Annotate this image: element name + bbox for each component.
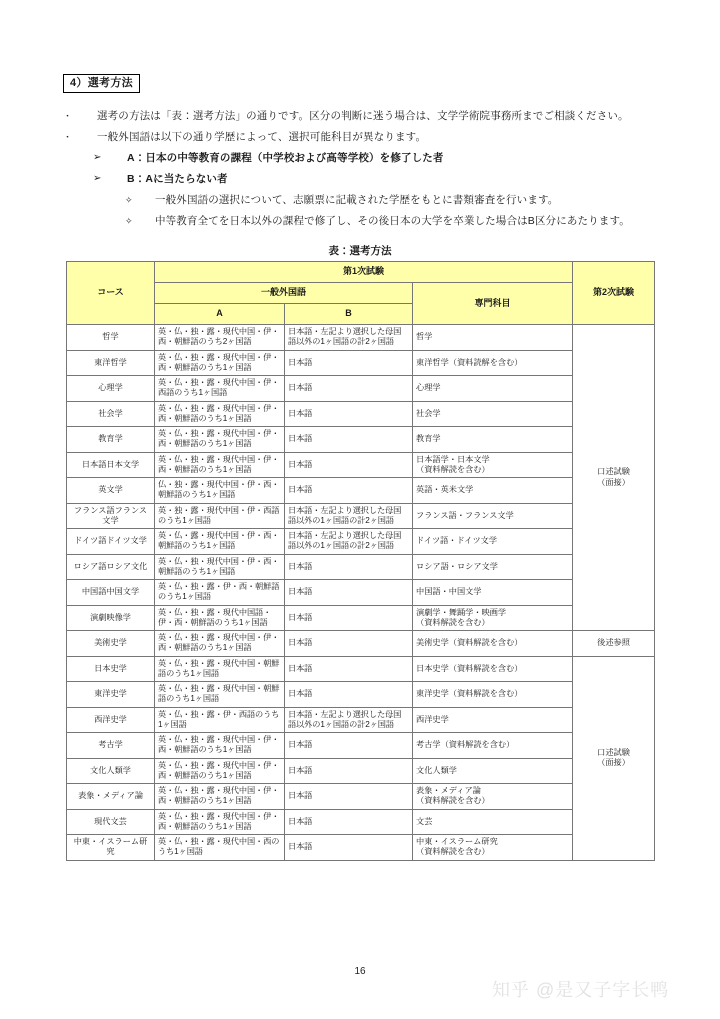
header-general-language: 一般外国語 [155, 283, 413, 304]
cell-language-b: 日本語 [285, 452, 413, 478]
second-exam-line-1: 口述試験 [597, 467, 630, 477]
cell-language-a: 英・仏・独・露・現代中国・伊・西・朝鮮語のうち1ヶ国語 [155, 452, 285, 478]
cell-specialized-subject: 文芸 [413, 809, 573, 835]
table-row [67, 427, 655, 453]
cell-language-a: 英・仏・独・露・現代中国・伊・西・朝鮮語のうち1ヶ国語 [155, 758, 285, 784]
cell-specialized-subject: 表象・メディア論 （資料解読を含む） [413, 784, 573, 810]
cell-language-a: 英・仏・独・露・現代中国・伊・西・朝鮮語のうち1ヶ国語 [155, 809, 285, 835]
bullet-text: A：日本の中等教育の課程（中学校および高等学校）を修了した者 [127, 152, 444, 164]
bullet-marker-icon: ・ [63, 132, 73, 142]
bullet-item [63, 151, 663, 165]
table-row [67, 605, 655, 631]
cell-specialized-subject: 英語・英米文学 [413, 478, 573, 504]
table-row [67, 707, 655, 733]
header-col-a: A [155, 304, 285, 325]
cell-language-a: 英・仏・独・露・現代中国・朝鮮語のうち1ヶ国語 [155, 656, 285, 682]
cell-language-a: 仏・独・露・現代中国・伊・西・朝鮮語のうち1ヶ国語 [155, 478, 285, 504]
cell-language-b: 日本語 [285, 478, 413, 504]
bullet-item [63, 214, 663, 228]
cell-course: 美術史学 [67, 631, 155, 657]
cell-language-b: 日本語 [285, 733, 413, 759]
cell-course: 日本語日本文学 [67, 452, 155, 478]
table-row [67, 758, 655, 784]
cell-language-b: 日本語 [285, 605, 413, 631]
cell-language-b: 日本語 [285, 580, 413, 606]
cell-language-a: 英・仏・独・露・現代中国・伊・西・朝鮮語のうち1ヶ国語 [155, 784, 285, 810]
cell-language-a: 英・仏・独・露・現代中国・伊・西・朝鮮語のうち1ヶ国語 [155, 401, 285, 427]
table-row [67, 835, 655, 861]
cell-specialized-subject: ロシア語・ロシア文学 [413, 554, 573, 580]
table-row [67, 554, 655, 580]
cell-language-b: 日本語 [285, 758, 413, 784]
table-row [67, 784, 655, 810]
bullet-text: 選考の方法は「表：選考方法」の通りです。区分の判断に迷う場合は、文学学術院事務所までご相談ください。 [97, 110, 629, 122]
cell-specialized-subject: 日本史学（資料解読を含む） [413, 656, 573, 682]
cell-language-a: 英・仏・独・露・現代中国語・伊・西・朝鮮語のうち1ヶ国語 [155, 605, 285, 631]
table-row [67, 682, 655, 708]
selection-method-table [66, 261, 655, 861]
cell-course: 現代文芸 [67, 809, 155, 835]
cell-course: 西洋史学 [67, 707, 155, 733]
table-row [67, 376, 655, 402]
cell-course: 表象・メディア論 [67, 784, 155, 810]
header-col-b: B [285, 304, 413, 325]
cell-specialized-subject: 文化人類学 [413, 758, 573, 784]
cell-language-a: 英・仏・独・露・現代中国・朝鮮語のうち1ヶ国語 [155, 682, 285, 708]
cell-specialized-subject: 教育学 [413, 427, 573, 453]
cell-specialized-subject: 演劇学・舞踊学・映画学 （資料解読を含む） [413, 605, 573, 631]
cell-language-b: 日本語 [285, 350, 413, 376]
table-row [67, 656, 655, 682]
table-row [67, 733, 655, 759]
bullet-marker-icon: ➢ [93, 173, 102, 184]
watermark: 知乎 @是又子字长鸭 [492, 980, 670, 1000]
cell-course: ドイツ語ドイツ文学 [67, 529, 155, 555]
table-row [67, 631, 655, 657]
cell-course: 日本史学 [67, 656, 155, 682]
cell-specialized-subject: 美術史学（資料解読を含む） [413, 631, 573, 657]
cell-language-b: 日本語 [285, 682, 413, 708]
cell-language-b: 日本語 [285, 809, 413, 835]
bullet-marker-icon: ➢ [93, 152, 102, 163]
cell-specialized-subject: 中国語・中国文学 [413, 580, 573, 606]
header-specialized: 専門科目 [413, 283, 573, 325]
second-exam-line-2: （面接） [597, 477, 630, 487]
cell-course: フランス語フランス文学 [67, 503, 155, 529]
header-course: コース [67, 262, 155, 325]
cell-language-b: 日本語 [285, 554, 413, 580]
table-row [67, 478, 655, 504]
cell-course: 東洋哲学 [67, 350, 155, 376]
table-header-row-1 [67, 262, 655, 283]
cell-course: 文化人類学 [67, 758, 155, 784]
table-body [67, 325, 655, 861]
header-exam1: 第1次試験 [155, 262, 573, 283]
table-row [67, 809, 655, 835]
table-row [67, 529, 655, 555]
cell-second-exam [573, 325, 655, 631]
cell-language-b: 日本語・左記より選択した母国語以外の1ヶ国語の計2ヶ国語 [285, 325, 413, 351]
cell-language-a: 英・仏・独・露・現代中国・西のうち1ヶ国語 [155, 835, 285, 861]
cell-course: 哲学 [67, 325, 155, 351]
cell-specialized-subject: 哲学 [413, 325, 573, 351]
cell-second-exam [573, 631, 655, 657]
table-row [67, 452, 655, 478]
cell-course: 英文学 [67, 478, 155, 504]
second-exam-line-1: 口述試験 [597, 747, 630, 757]
cell-language-b: 日本語 [285, 835, 413, 861]
cell-specialized-subject: 中東・イスラーム研究 （資料解読を含む） [413, 835, 573, 861]
cell-language-a: 英・仏・独・露・伊・西・朝鮮語のうち1ヶ国語 [155, 580, 285, 606]
cell-language-b: 日本語 [285, 656, 413, 682]
selection-method-table-container [66, 261, 654, 861]
cell-course: 社会学 [67, 401, 155, 427]
table-row [67, 401, 655, 427]
cell-language-b: 日本語・左記より選択した母国語以外の1ヶ国語の計2ヶ国語 [285, 707, 413, 733]
cell-course: ロシア語ロシア文化 [67, 554, 155, 580]
cell-language-a: 英・仏・独・露・現代中国・伊・西・朝鮮語のうち1ヶ国語 [155, 733, 285, 759]
cell-language-a: 英・仏・独・現代中国・伊・西・朝鮮語のうち1ヶ国語 [155, 554, 285, 580]
cell-language-a: 英・仏・独・露・現代中国・伊・西・朝鮮語のうち1ヶ国語 [155, 631, 285, 657]
cell-specialized-subject: 東洋哲学（資料読解を含む） [413, 350, 573, 376]
page-number: 16 [354, 966, 366, 977]
cell-language-b: 日本語 [285, 784, 413, 810]
cell-course: 中東・イスラーム研究 [67, 835, 155, 861]
bullet-item [63, 172, 663, 186]
cell-course: 東洋史学 [67, 682, 155, 708]
cell-course: 中国語中国文学 [67, 580, 155, 606]
cell-specialized-subject: 考古学（資料解読を含む） [413, 733, 573, 759]
cell-language-b: 日本語 [285, 427, 413, 453]
cell-course: 教育学 [67, 427, 155, 453]
cell-language-a: 英・仏・露・現代中国・伊・西・朝鮮語のうち1ヶ国語 [155, 529, 285, 555]
table-head [67, 262, 655, 325]
second-exam-line-1: 後述参照 [597, 638, 630, 648]
table-row [67, 325, 655, 351]
bullet-text: 一般外国語は以下の通り学歴によって、選択可能科目が異なります。 [97, 131, 427, 143]
cell-language-b: 日本語 [285, 376, 413, 402]
cell-specialized-subject: 東洋史学（資料解読を含む） [413, 682, 573, 708]
table-caption: 表：選考方法 [328, 245, 392, 257]
cell-specialized-subject: 心理学 [413, 376, 573, 402]
cell-course: 考古学 [67, 733, 155, 759]
bullet-text: B：Aに当たらない者 [127, 173, 228, 185]
cell-language-a: 英・独・露・現代中国・伊・西語のうち1ヶ国語 [155, 503, 285, 529]
cell-specialized-subject: ドイツ語・ドイツ文学 [413, 529, 573, 555]
bullet-marker-icon: ✧ [125, 216, 133, 226]
bullet-item [63, 193, 663, 207]
cell-language-a: 英・仏・独・露・現代中国・伊・西・朝鮮語のうち1ヶ国語 [155, 427, 285, 453]
cell-language-a: 英・仏・独・露・伊・西語のうち1ヶ国語 [155, 707, 285, 733]
second-exam-line-2: （面接） [597, 758, 630, 767]
cell-specialized-subject: 社会学 [413, 401, 573, 427]
cell-specialized-subject: フランス語・フランス文学 [413, 503, 573, 529]
section-heading: 4）選考方法 [63, 74, 140, 93]
bullet-item [63, 109, 663, 123]
cell-language-b: 日本語・左記より選択した母国語以外の1ヶ国語の計2ヶ国語 [285, 529, 413, 555]
table-row [67, 580, 655, 606]
cell-language-a: 英・仏・独・露・現代中国・伊・西・朝鮮語のうち2ヶ国語 [155, 325, 285, 351]
cell-language-a: 英・仏・独・露・現代中国・伊・西語のうち1ヶ国語 [155, 376, 285, 402]
bullet-marker-icon: ・ [63, 111, 73, 121]
bullet-text: 一般外国語の選択について、志願票に記載された学歴をもとに書類審査を行います。 [155, 194, 559, 206]
bullet-marker-icon: ✧ [125, 195, 133, 205]
bullet-list [63, 109, 663, 235]
cell-second-exam [573, 656, 655, 860]
header-exam2: 第2次試験 [573, 262, 655, 325]
bullet-item [63, 130, 663, 144]
cell-specialized-subject: 西洋史学 [413, 707, 573, 733]
table-row [67, 350, 655, 376]
cell-language-b: 日本語 [285, 631, 413, 657]
cell-language-b: 日本語・左記より選択した母国語以外の1ヶ国語の計2ヶ国語 [285, 503, 413, 529]
table-header-row-2 [67, 283, 655, 304]
cell-language-b: 日本語 [285, 401, 413, 427]
cell-specialized-subject: 日本語学・日本文学 （資料解読を含む） [413, 452, 573, 478]
cell-language-a: 英・仏・独・露・現代中国・伊・西・朝鮮語のうち1ヶ国語 [155, 350, 285, 376]
bullet-text: 中等教育全てを日本以外の課程で修了し、その後日本の大学を卒業した場合はB区分にあたります。 [155, 215, 630, 227]
cell-course: 心理学 [67, 376, 155, 402]
cell-course: 演劇映像学 [67, 605, 155, 631]
table-row [67, 503, 655, 529]
